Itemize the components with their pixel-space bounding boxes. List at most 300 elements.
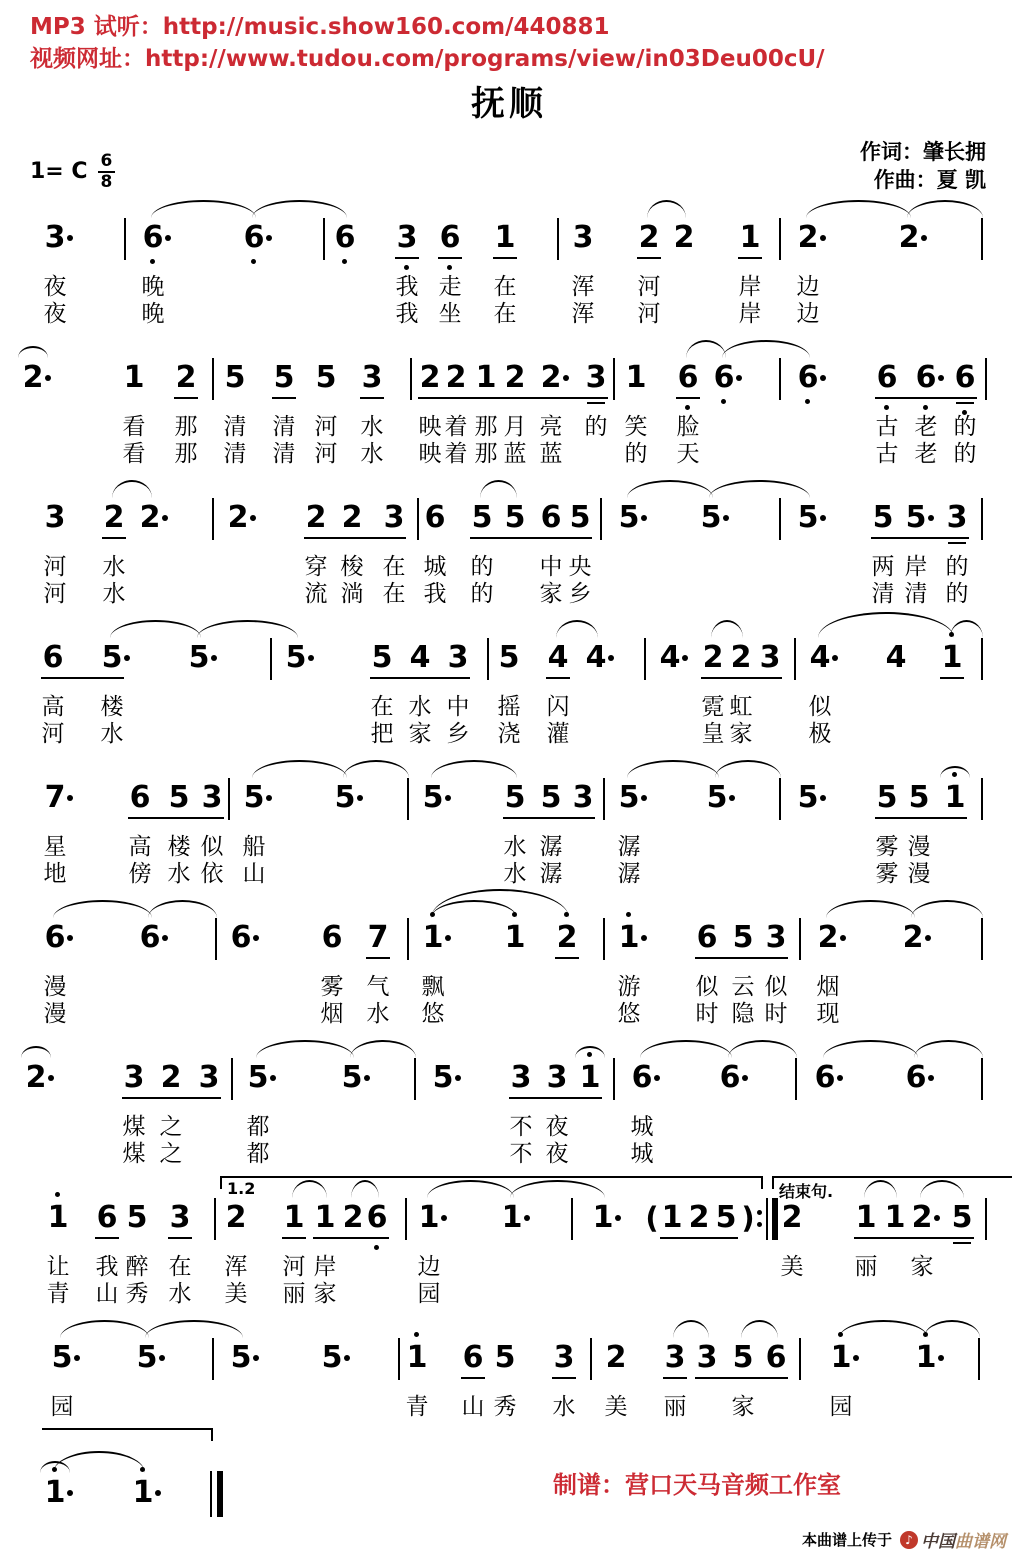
- note-digit: 3: [765, 920, 787, 955]
- note-digit: 1: [504, 920, 526, 955]
- beam-underline: [503, 817, 595, 819]
- lyric-syllable: 让: [46, 1254, 70, 1280]
- note-digit: 5: [321, 1340, 343, 1375]
- note-digit: 3: [396, 220, 418, 255]
- eighth-underline: [272, 397, 296, 399]
- note-digit: 3: [383, 500, 405, 535]
- lyric-syllable: 水: [168, 1281, 192, 1307]
- note-digit: 1: [944, 780, 966, 815]
- upload-note-label: 本曲谱上传于: [801, 1531, 892, 1549]
- eighth-underline: [555, 957, 579, 959]
- eighth-underline: [395, 257, 419, 259]
- note-digit: 2: [902, 920, 924, 955]
- note-digit: 1: [739, 220, 761, 255]
- lyric-syllable: 看: [122, 414, 146, 440]
- note-digit: 2: [341, 500, 363, 535]
- note-digit: 1: [501, 1200, 523, 1235]
- note-digit: 1: [418, 1200, 440, 1235]
- lyric-syllable: 那: [474, 441, 498, 467]
- note-digit: 3: [553, 1340, 575, 1375]
- note-digit: 6: [905, 1060, 927, 1095]
- slur-arc: [914, 1040, 983, 1058]
- lyric-syllable: 虹: [729, 694, 753, 720]
- lyric-syllable: 着: [444, 414, 468, 440]
- note-digit: 6: [876, 360, 898, 395]
- barline: [779, 498, 781, 540]
- lyric-syllable: 河: [282, 1254, 306, 1280]
- note-digit: 6: [765, 1340, 787, 1375]
- note-digit: 2: [227, 500, 249, 535]
- duration-dot: [67, 235, 73, 241]
- barline: [571, 1198, 573, 1240]
- duration-dot: [455, 1075, 461, 1081]
- note-digit: 5: [126, 1200, 148, 1235]
- barline: [410, 358, 412, 400]
- barline: [270, 638, 272, 680]
- note-digit: 3: [198, 1060, 220, 1095]
- slur-arc: [686, 340, 726, 358]
- slur-arc: [673, 1320, 709, 1338]
- lyric-syllable: 我: [395, 274, 419, 300]
- lyric-syllable: 都: [246, 1141, 270, 1167]
- lyric-syllable: 梭: [340, 554, 364, 580]
- note-digit: 3: [572, 220, 594, 255]
- lyric-syllable: 老: [914, 414, 938, 440]
- duration-dot: [938, 1355, 944, 1361]
- note-digit: 3: [664, 1340, 686, 1375]
- duration-dot: [74, 1355, 80, 1361]
- lyric-syllable: 不: [509, 1141, 533, 1167]
- octave-up-dot: [626, 912, 631, 917]
- barline: [981, 1058, 983, 1100]
- beam-underline: [418, 397, 608, 399]
- lyric-syllable: 家: [731, 1394, 755, 1420]
- note-digit: 3: [696, 1340, 718, 1375]
- duration-dot: [938, 375, 944, 381]
- lyric-syllable: 清: [223, 414, 247, 440]
- barline: [779, 778, 781, 820]
- duration-dot: [67, 1490, 73, 1496]
- lyric-syllable: 晚: [141, 274, 165, 300]
- lyric-syllable: 潺: [539, 861, 563, 887]
- beam-underline: [370, 677, 470, 679]
- lyric-syllable: 水: [100, 721, 124, 747]
- beam-underline: [122, 1097, 221, 1099]
- note-digit: 2: [540, 360, 562, 395]
- lyric-syllable: 水: [102, 554, 126, 580]
- note-digit: 2: [419, 360, 441, 395]
- note-digit: 1: [915, 1340, 937, 1375]
- note-digit: 5: [247, 1060, 269, 1095]
- barline: [795, 1058, 797, 1100]
- note-digit: 5: [715, 1200, 737, 1235]
- lyric-syllable: 极: [808, 721, 832, 747]
- duration-dot: [820, 375, 826, 381]
- lyric-syllable: 河: [314, 441, 338, 467]
- note-digit: 2: [673, 220, 695, 255]
- lyric-syllable: 浑: [571, 301, 595, 327]
- video-url-link[interactable]: 视频网址：http://www.tudou.com/programs/view/in03Deu00cU/: [30, 46, 825, 72]
- note-digit: 5: [569, 500, 591, 535]
- note-digit: 6: [42, 640, 64, 675]
- lyric-syllable: 漫: [907, 861, 931, 887]
- note-digit: 2: [797, 220, 819, 255]
- lyric-syllable: 那: [174, 414, 198, 440]
- site-name-dark[interactable]: 中国: [921, 1532, 955, 1552]
- barline: [398, 1338, 400, 1380]
- duration-dot: [159, 1355, 165, 1361]
- lyric-syllable: 闪: [546, 694, 570, 720]
- note-digit: 2: [139, 500, 161, 535]
- slur-arc: [924, 1320, 980, 1338]
- lyric-syllable: 山: [95, 1281, 119, 1307]
- note-digit: 5: [504, 780, 526, 815]
- beam-underline: [871, 537, 969, 539]
- slur-arc: [110, 620, 201, 638]
- lyric-syllable: 潺: [617, 861, 641, 887]
- lyric-syllable: 依: [200, 861, 224, 887]
- lyric-syllable: 那: [174, 441, 198, 467]
- lyric-syllable: 蓝: [539, 441, 563, 467]
- note-digit: 3: [572, 780, 594, 815]
- key-time-signature: [30, 152, 115, 191]
- slur-arc: [252, 200, 347, 218]
- note-digit: 1: [132, 1475, 154, 1510]
- duration-dot: [729, 795, 735, 801]
- lyric-syllable: 中: [446, 694, 470, 720]
- lyric-syllable: 流: [304, 581, 328, 607]
- slur-arc: [940, 766, 970, 778]
- note-digit: 5: [700, 500, 722, 535]
- barline: [985, 358, 987, 400]
- barline: [981, 778, 983, 820]
- lyric-syllable: 映: [418, 441, 442, 467]
- song-title: 抚顺: [471, 84, 547, 124]
- note-digit: 5: [618, 780, 640, 815]
- lyric-syllable: 河: [637, 301, 661, 327]
- note-digit: 2: [781, 1200, 803, 1235]
- duration-dot: [832, 655, 838, 661]
- site-name-tan[interactable]: 曲谱网: [955, 1532, 1006, 1552]
- octave-up-dot: [55, 1192, 60, 1197]
- slur-arc: [18, 346, 48, 358]
- lyric-syllable: 楼: [100, 694, 124, 720]
- repeat-dot: [757, 1210, 762, 1215]
- note-digit: 2: [504, 360, 526, 395]
- barline: [405, 1198, 407, 1240]
- lyric-syllable: 清: [223, 441, 247, 467]
- lyric-syllable: 星: [43, 834, 67, 860]
- octave-down-dot: [374, 1245, 379, 1250]
- barline: [981, 638, 983, 680]
- lyric-syllable: 潺: [539, 834, 563, 860]
- duration-dot: [820, 795, 826, 801]
- note-digit: 2: [175, 360, 197, 395]
- eighth-underline: [738, 257, 762, 259]
- lyric-syllable: 我: [423, 581, 447, 607]
- duration-dot: [270, 1075, 276, 1081]
- slur-arc: [806, 200, 911, 218]
- lyric-syllable: 高: [41, 694, 65, 720]
- note-digit: 5: [872, 500, 894, 535]
- slur-arc: [722, 340, 810, 358]
- lyric-syllable: 漫: [43, 974, 67, 1000]
- lyric-syllable: 夜: [545, 1141, 569, 1167]
- lyric-syllable: 雾: [875, 834, 899, 860]
- lyric-syllable: 丽: [663, 1394, 687, 1420]
- beam-underline: [660, 1237, 738, 1239]
- thin-bar: [210, 1471, 212, 1517]
- note-digit: 5: [224, 360, 246, 395]
- eighth-underline: [168, 1237, 192, 1239]
- engraver-credit: 制谱：营口天马音频工作室: [553, 1471, 841, 1499]
- note-digit: 4: [659, 640, 681, 675]
- sixteenth-underline: [587, 402, 605, 404]
- beam-underline: [509, 1097, 602, 1099]
- note-digit: 5: [188, 640, 210, 675]
- duration-dot: [654, 1075, 660, 1081]
- eighth-underline: [552, 1377, 576, 1379]
- lyric-syllable: 城: [630, 1141, 654, 1167]
- note-digit: 5: [951, 1200, 973, 1235]
- note-digit: 1: [475, 360, 497, 395]
- lyric-syllable: 似: [808, 694, 832, 720]
- note-digit: 6: [230, 920, 252, 955]
- duration-dot: [820, 235, 826, 241]
- slur-arc: [950, 620, 983, 638]
- lyric-syllable: 秀: [125, 1281, 149, 1307]
- duration-dot: [742, 1075, 748, 1081]
- note-digit: 2: [605, 1340, 627, 1375]
- lyric-syllable: 着: [444, 441, 468, 467]
- eighth-underline: [282, 1237, 306, 1239]
- note-digit: 6: [915, 360, 937, 395]
- barline: [487, 638, 489, 680]
- lyric-syllable: 晚: [141, 301, 165, 327]
- lyric-syllable: 山: [461, 1394, 485, 1420]
- lyric-syllable: 之: [159, 1114, 183, 1140]
- note-digit: 1: [123, 360, 145, 395]
- barline: [613, 358, 615, 400]
- duration-dot: [266, 235, 272, 241]
- note-digit: 6: [139, 920, 161, 955]
- barline: [644, 638, 646, 680]
- barline: [407, 918, 409, 960]
- duration-dot: [124, 655, 130, 661]
- duration-dot: [608, 655, 614, 661]
- duration-dot: [837, 1075, 843, 1081]
- note-digit: 2: [730, 640, 752, 675]
- lyric-syllable: 水: [552, 1394, 576, 1420]
- lyric-syllable: 月: [503, 414, 527, 440]
- note-digit: 3: [123, 1060, 145, 1095]
- duration-dot: [928, 1075, 934, 1081]
- duration-dot: [820, 515, 826, 521]
- note-digit: 4: [409, 640, 431, 675]
- note-digit: 5: [243, 780, 265, 815]
- note-digit: 6: [631, 1060, 653, 1095]
- lyric-syllable: 水: [167, 861, 191, 887]
- sixteenth-underline: [953, 1242, 971, 1244]
- octave-down-dot: [342, 259, 347, 264]
- lyricist-credit: 作词：肇长拥: [860, 140, 986, 164]
- mp3-audition-link[interactable]: MP3 试听：http://music.show160.com/440881: [30, 14, 610, 40]
- lyric-syllable: 清: [904, 581, 928, 607]
- lyric-syllable: 的: [953, 414, 977, 440]
- note-digit: 5: [230, 1340, 252, 1375]
- barline: [212, 1338, 214, 1380]
- eighth-underline: [102, 537, 126, 539]
- lyric-syllable: 看: [122, 441, 146, 467]
- lyric-syllable: 都: [246, 1114, 270, 1140]
- lyric-syllable: 家: [408, 721, 432, 747]
- duration-dot: [445, 935, 451, 941]
- lyric-syllable: 岸: [313, 1254, 337, 1280]
- duration-dot: [641, 935, 647, 941]
- key-signature: 1= C: [30, 159, 88, 185]
- eighth-underline: [438, 257, 462, 259]
- note-digit: 5: [618, 500, 640, 535]
- lyric-syllable: 央: [568, 554, 592, 580]
- barline: [228, 778, 230, 820]
- lyric-syllable: 山: [242, 861, 266, 887]
- octave-down-dot: [251, 259, 256, 264]
- note-digit: 6: [129, 780, 151, 815]
- time-signature-numerator: 6: [98, 152, 116, 173]
- beam-underline: [695, 1377, 788, 1379]
- duration-dot: [853, 1355, 859, 1361]
- lyric-syllable: 家: [729, 721, 753, 747]
- note-digit: 7: [44, 780, 66, 815]
- lyric-syllable: 不: [509, 1114, 533, 1140]
- duration-dot: [155, 1490, 161, 1496]
- slur-arc: [627, 480, 713, 498]
- lyric-syllable: 雾: [320, 974, 344, 1000]
- slur-arc: [575, 1046, 605, 1058]
- lyric-syllable: 乡: [568, 581, 592, 607]
- slur-arc: [256, 1040, 354, 1058]
- lyric-syllable: 浑: [571, 274, 595, 300]
- note-digit: 5: [315, 360, 337, 395]
- note-digit: 6: [142, 220, 164, 255]
- note-digit: 2: [817, 920, 839, 955]
- beam-underline: [875, 397, 977, 399]
- note-digit: 5: [797, 500, 819, 535]
- lyric-syllable: 乡: [446, 721, 470, 747]
- lyric-syllable: 水: [503, 861, 527, 887]
- duration-dot: [445, 795, 451, 801]
- lyric-syllable: 清: [272, 414, 296, 440]
- note-digit: 1: [618, 920, 640, 955]
- lyric-syllable: 园: [50, 1394, 74, 1420]
- lyric-syllable: 美: [224, 1281, 248, 1307]
- barline: [794, 638, 796, 680]
- lyric-syllable: 园: [829, 1394, 853, 1420]
- duration-dot: [67, 935, 73, 941]
- volta-bracket: [42, 1428, 213, 1444]
- note-digit: 6: [719, 1060, 741, 1095]
- note-digit: 1: [579, 1060, 601, 1095]
- lyric-syllable: 坐: [438, 301, 462, 327]
- note-digit: 3: [169, 1200, 191, 1235]
- note-digit: 2: [103, 500, 125, 535]
- bracket-tick: [220, 1178, 222, 1189]
- lyric-syllable: 笑: [624, 414, 648, 440]
- lyric-syllable: 在: [168, 1254, 192, 1280]
- slur-arc: [252, 760, 347, 778]
- note-digit: 2: [911, 1200, 933, 1235]
- note-digit: 6: [797, 360, 819, 395]
- eighth-underline: [461, 1377, 485, 1379]
- note-digit: 3: [585, 360, 607, 395]
- thick-bar: [772, 1198, 778, 1240]
- slur-arc: [151, 200, 256, 218]
- barline: [215, 918, 217, 960]
- note-digit: 1: [314, 1200, 336, 1235]
- note-digit: 5: [341, 1060, 363, 1095]
- barline: [603, 918, 605, 960]
- note-digit: 6: [540, 500, 562, 535]
- lyric-syllable: 漫: [907, 834, 931, 860]
- note-digit: 1: [494, 220, 516, 255]
- duration-dot: [357, 795, 363, 801]
- site-attribution: [802, 1527, 1006, 1552]
- lyric-syllable: 在: [493, 301, 517, 327]
- slur-arc: [148, 900, 217, 918]
- note-digit: 5: [908, 780, 930, 815]
- lyric-syllable: 河: [637, 274, 661, 300]
- lyric-syllable: 青: [405, 1394, 429, 1420]
- note-digit: 1: [406, 1340, 428, 1375]
- lyric-syllable: 家: [910, 1254, 934, 1280]
- note-digit: 5: [471, 500, 493, 535]
- lyric-syllable: 边: [796, 274, 820, 300]
- lyric-syllable: 浇: [497, 721, 521, 747]
- lyric-syllable: 淌: [340, 581, 364, 607]
- eighth-underline: [676, 397, 700, 399]
- duration-dot: [165, 235, 171, 241]
- sixteenth-underline: [956, 402, 974, 404]
- note-digit: 2: [305, 500, 327, 535]
- note-digit: 2: [160, 1060, 182, 1095]
- slur-arc: [640, 1040, 732, 1058]
- barline: [799, 1338, 801, 1380]
- slur-arc: [60, 1320, 149, 1338]
- beam-underline: [41, 677, 124, 679]
- barline: [323, 218, 325, 260]
- barline: [557, 218, 559, 260]
- sixteenth-underline: [948, 542, 966, 544]
- lyric-syllable: 夜: [43, 274, 67, 300]
- note-digit: 6: [424, 500, 446, 535]
- duration-dot: [563, 375, 569, 381]
- barline: [985, 1198, 987, 1240]
- lyric-syllable: 悠: [617, 1001, 641, 1027]
- duration-dot: [641, 795, 647, 801]
- octave-up-dot: [414, 1332, 419, 1337]
- lyric-syllable: 那: [474, 414, 498, 440]
- lyric-syllable: 摇: [497, 694, 521, 720]
- lyric-syllable: 漫: [43, 1001, 67, 1027]
- duration-dot: [308, 655, 314, 661]
- lyric-syllable: 在: [382, 554, 406, 580]
- bracket-tick: [761, 1178, 763, 1189]
- note-digit: 5: [498, 640, 520, 675]
- barline: [981, 218, 983, 260]
- note-digit: 6: [243, 220, 265, 255]
- lyric-syllable: 水: [102, 581, 126, 607]
- duration-dot: [67, 795, 73, 801]
